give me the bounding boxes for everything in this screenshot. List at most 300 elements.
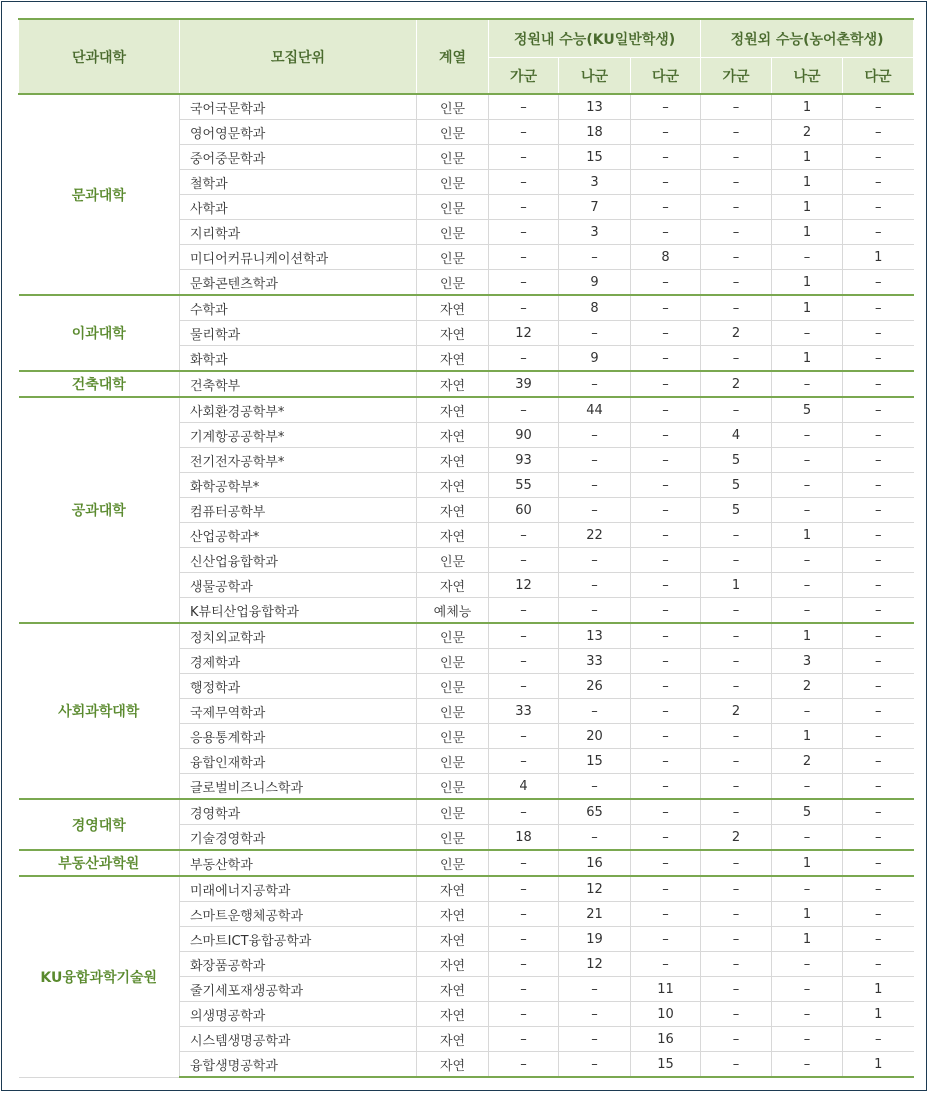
quota-cell: 1 [843, 977, 914, 1002]
quota-cell: – [559, 548, 631, 573]
track-cell: 예체능 [417, 598, 489, 624]
quota-cell: – [489, 952, 559, 977]
quota-cell: 4 [489, 774, 559, 800]
quota-cell: – [631, 473, 701, 498]
quota-cell: – [489, 295, 559, 321]
quota-cell: – [772, 952, 843, 977]
quota-cell: – [843, 850, 914, 876]
quota-cell: – [772, 1027, 843, 1052]
quota-cell: – [843, 548, 914, 573]
quota-cell: – [843, 195, 914, 220]
quota-cell: – [772, 448, 843, 473]
quota-cell: – [559, 598, 631, 624]
quota-cell: – [843, 397, 914, 423]
quota-cell: 5 [701, 473, 772, 498]
track-cell: 자연 [417, 573, 489, 598]
quota-cell: – [559, 825, 631, 851]
quota-cell: – [631, 195, 701, 220]
document-frame [1, 1, 927, 1091]
quota-cell: – [701, 548, 772, 573]
quota-cell: 1 [772, 623, 843, 649]
quota-cell: 19 [559, 927, 631, 952]
quota-cell: – [489, 94, 559, 120]
quota-cell: 33 [489, 699, 559, 724]
quota-cell: – [843, 270, 914, 296]
track-cell: 인문 [417, 724, 489, 749]
unit-name: 스마트운행체공학과 [180, 902, 417, 927]
track-cell: 자연 [417, 1052, 489, 1078]
subheader-na-ku: 나군 [559, 58, 631, 95]
unit-name: 의생명공학과 [180, 1002, 417, 1027]
quota-cell: 1 [772, 170, 843, 195]
quota-cell: 9 [559, 270, 631, 296]
quota-cell: – [843, 573, 914, 598]
quota-cell: – [843, 523, 914, 548]
quota-cell: 9 [559, 346, 631, 372]
quota-cell: – [701, 220, 772, 245]
quota-cell: – [489, 850, 559, 876]
quota-cell: – [701, 145, 772, 170]
quota-cell: 1 [772, 195, 843, 220]
quota-cell: – [772, 423, 843, 448]
subheader-da-ku: 다군 [631, 58, 701, 95]
quota-cell: – [631, 724, 701, 749]
quota-cell: – [701, 724, 772, 749]
quota-cell: – [631, 876, 701, 902]
track-cell: 자연 [417, 397, 489, 423]
quota-cell: – [701, 598, 772, 624]
quota-cell: 13 [559, 623, 631, 649]
quota-cell: 2 [772, 674, 843, 699]
table-row [19, 295, 914, 321]
unit-name: 스마트ICT융합공학과 [180, 927, 417, 952]
table-row [19, 397, 914, 423]
unit-name: 기계항공공학부* [180, 423, 417, 448]
quota-cell: 65 [559, 799, 631, 825]
unit-name: 융합인재학과 [180, 749, 417, 774]
quota-cell: – [701, 120, 772, 145]
quota-cell: 1 [772, 346, 843, 372]
unit-name: 전기전자공학부* [180, 448, 417, 473]
quota-cell: – [631, 371, 701, 397]
quota-cell: – [559, 1002, 631, 1027]
quota-cell: – [843, 825, 914, 851]
quota-cell: – [843, 321, 914, 346]
quota-cell: – [701, 749, 772, 774]
quota-cell: 15 [559, 145, 631, 170]
quota-cell: – [772, 774, 843, 800]
quota-cell: – [772, 548, 843, 573]
unit-name: 문화콘텐츠학과 [180, 270, 417, 296]
quota-cell: – [631, 825, 701, 851]
quota-cell: – [701, 774, 772, 800]
track-cell: 자연 [417, 498, 489, 523]
quota-cell: – [631, 145, 701, 170]
quota-cell: – [631, 523, 701, 548]
unit-name: 행정학과 [180, 674, 417, 699]
quota-cell: – [701, 1027, 772, 1052]
quota-cell: – [631, 850, 701, 876]
quota-cell: – [843, 799, 914, 825]
quota-cell: – [489, 523, 559, 548]
unit-name: 물리학과 [180, 321, 417, 346]
quota-cell: – [559, 977, 631, 1002]
quota-cell: 1 [772, 295, 843, 321]
table-row [19, 94, 914, 120]
quota-cell: – [843, 1027, 914, 1052]
quota-cell: – [559, 371, 631, 397]
unit-name: 사학과 [180, 195, 417, 220]
quota-cell: 12 [559, 952, 631, 977]
college-name: 이과대학 [19, 295, 180, 371]
quota-cell: 1 [772, 94, 843, 120]
unit-name: 줄기세포재생공학과 [180, 977, 417, 1002]
quota-cell: – [559, 1052, 631, 1078]
table-row [19, 799, 914, 825]
unit-name: 경제학과 [180, 649, 417, 674]
quota-cell: – [631, 220, 701, 245]
college-name: 문과대학 [19, 94, 180, 295]
quota-cell: – [843, 623, 914, 649]
quota-cell: 33 [559, 649, 631, 674]
quota-cell: – [701, 674, 772, 699]
quota-cell: – [701, 346, 772, 372]
track-cell: 자연 [417, 902, 489, 927]
subheader-ga-ku: 가군 [489, 58, 559, 95]
quota-cell: 5 [772, 397, 843, 423]
quota-cell: – [843, 724, 914, 749]
quota-cell: 18 [489, 825, 559, 851]
track-cell: 인문 [417, 699, 489, 724]
quota-cell: 12 [489, 573, 559, 598]
quota-cell: 1 [772, 902, 843, 927]
quota-cell: – [489, 195, 559, 220]
quota-cell: 2 [701, 371, 772, 397]
quota-cell: – [843, 170, 914, 195]
quota-cell: – [489, 145, 559, 170]
quota-cell: – [772, 598, 843, 624]
quota-cell: – [701, 295, 772, 321]
quota-cell: – [559, 473, 631, 498]
quota-cell: – [631, 321, 701, 346]
quota-cell: – [489, 1052, 559, 1078]
quota-cell: – [559, 1027, 631, 1052]
quota-cell: – [489, 649, 559, 674]
quota-cell: – [843, 498, 914, 523]
quota-cell: – [701, 270, 772, 296]
quota-cell: – [489, 724, 559, 749]
quota-cell: – [489, 397, 559, 423]
quota-cell: – [631, 448, 701, 473]
quota-cell: 2 [701, 321, 772, 346]
quota-cell: – [631, 674, 701, 699]
subheader-na-rural: 나군 [772, 58, 843, 95]
subheader-ga-rural: 가군 [701, 58, 772, 95]
quota-cell: – [631, 799, 701, 825]
track-cell: 인문 [417, 145, 489, 170]
quota-cell: 11 [631, 977, 701, 1002]
quota-cell: 13 [559, 94, 631, 120]
quota-cell: 2 [772, 120, 843, 145]
quota-cell: – [631, 397, 701, 423]
quota-cell: – [631, 749, 701, 774]
quota-cell: – [701, 927, 772, 952]
quota-cell: 3 [772, 649, 843, 674]
quota-cell: – [631, 170, 701, 195]
quota-cell: – [559, 699, 631, 724]
quota-cell: – [489, 927, 559, 952]
quota-cell: 1 [772, 145, 843, 170]
quota-cell: – [843, 94, 914, 120]
quota-cell: 26 [559, 674, 631, 699]
quota-cell: – [631, 295, 701, 321]
track-cell: 인문 [417, 774, 489, 800]
quota-cell: – [772, 1052, 843, 1078]
college-name: KU융합과학기술원 [19, 876, 180, 1077]
quota-cell: – [772, 977, 843, 1002]
quota-cell: – [631, 573, 701, 598]
quota-cell: – [489, 749, 559, 774]
quota-cell: – [631, 952, 701, 977]
quota-cell: – [631, 902, 701, 927]
track-cell: 자연 [417, 977, 489, 1002]
quota-cell: – [489, 170, 559, 195]
track-cell: 인문 [417, 170, 489, 195]
track-cell: 인문 [417, 94, 489, 120]
quota-cell: – [701, 1002, 772, 1027]
quota-cell: – [843, 346, 914, 372]
quota-cell: – [772, 498, 843, 523]
quota-cell: – [559, 423, 631, 448]
quota-cell: – [843, 448, 914, 473]
quota-cell: – [631, 270, 701, 296]
track-cell: 인문 [417, 825, 489, 851]
track-cell: 인문 [417, 649, 489, 674]
quota-cell: – [843, 649, 914, 674]
quota-cell: – [489, 346, 559, 372]
quota-cell: – [631, 598, 701, 624]
quota-cell: 16 [631, 1027, 701, 1052]
quota-cell: 1 [843, 1002, 914, 1027]
quota-cell: 1 [772, 523, 843, 548]
track-cell: 인문 [417, 623, 489, 649]
track-cell: 인문 [417, 245, 489, 270]
track-cell: 인문 [417, 850, 489, 876]
quota-cell: – [559, 498, 631, 523]
quota-cell: 1 [772, 220, 843, 245]
quota-cell: – [631, 346, 701, 372]
quota-cell: – [701, 1052, 772, 1078]
quota-cell: – [559, 448, 631, 473]
quota-cell: – [843, 952, 914, 977]
track-cell: 자연 [417, 876, 489, 902]
quota-cell: – [843, 876, 914, 902]
quota-cell: 5 [772, 799, 843, 825]
quota-cell: – [772, 371, 843, 397]
college-name: 경영대학 [19, 799, 180, 850]
admission-quota-table [18, 18, 914, 1078]
quota-cell: – [772, 321, 843, 346]
unit-name: 화학과 [180, 346, 417, 372]
quota-cell: – [843, 749, 914, 774]
unit-name: 글로벌비즈니스학과 [180, 774, 417, 800]
quota-cell: – [559, 774, 631, 800]
quota-cell: – [489, 902, 559, 927]
header-group-rural: 정원외 수능(농어촌학생) [701, 19, 914, 58]
unit-name: 지리학과 [180, 220, 417, 245]
quota-cell: – [843, 902, 914, 927]
quota-cell: 2 [701, 699, 772, 724]
quota-cell: – [489, 1002, 559, 1027]
unit-name: 시스템생명공학과 [180, 1027, 417, 1052]
quota-cell: 39 [489, 371, 559, 397]
quota-cell: – [701, 245, 772, 270]
table-row [19, 876, 914, 902]
unit-name: 건축학부 [180, 371, 417, 397]
quota-cell: – [701, 397, 772, 423]
quota-cell: 4 [701, 423, 772, 448]
quota-cell: 60 [489, 498, 559, 523]
quota-cell: 1 [701, 573, 772, 598]
quota-cell: 5 [701, 448, 772, 473]
unit-name: 부동산학과 [180, 850, 417, 876]
track-cell: 자연 [417, 952, 489, 977]
track-cell: 인문 [417, 195, 489, 220]
quota-cell: 18 [559, 120, 631, 145]
quota-cell: 55 [489, 473, 559, 498]
quota-cell: – [843, 473, 914, 498]
quota-cell: – [701, 876, 772, 902]
unit-name: 경영학과 [180, 799, 417, 825]
table-row [19, 850, 914, 876]
quota-cell: 1 [772, 927, 843, 952]
quota-cell: 3 [559, 220, 631, 245]
quota-cell: 22 [559, 523, 631, 548]
quota-cell: 5 [701, 498, 772, 523]
unit-name: 사회환경공학부* [180, 397, 417, 423]
unit-name: 기술경영학과 [180, 825, 417, 851]
subheader-da-rural: 다군 [843, 58, 914, 95]
unit-name: 응용통계학과 [180, 724, 417, 749]
unit-name: K뷰티산업융합학과 [180, 598, 417, 624]
college-name: 부동산과학원 [19, 850, 180, 876]
quota-cell: – [701, 977, 772, 1002]
quota-cell: – [489, 598, 559, 624]
unit-name: 영어영문학과 [180, 120, 417, 145]
track-cell: 인문 [417, 548, 489, 573]
quota-cell: – [489, 977, 559, 1002]
quota-cell: – [843, 295, 914, 321]
quota-cell: 1 [772, 270, 843, 296]
quota-cell: – [559, 573, 631, 598]
track-cell: 자연 [417, 371, 489, 397]
quota-cell: 7 [559, 195, 631, 220]
quota-cell: 1 [843, 245, 914, 270]
quota-cell: – [631, 927, 701, 952]
quota-cell: – [559, 321, 631, 346]
quota-cell: 15 [559, 749, 631, 774]
quota-cell: – [701, 523, 772, 548]
quota-cell: – [489, 220, 559, 245]
quota-cell: – [843, 220, 914, 245]
track-cell: 자연 [417, 346, 489, 372]
quota-cell: 1 [772, 724, 843, 749]
unit-name: 미래에너지공학과 [180, 876, 417, 902]
quota-cell: – [701, 623, 772, 649]
college-name: 공과대학 [19, 397, 180, 623]
quota-cell: – [631, 699, 701, 724]
table-row [19, 371, 914, 397]
quota-cell: – [772, 825, 843, 851]
quota-cell: 1 [772, 850, 843, 876]
quota-cell: – [701, 195, 772, 220]
quota-cell: 2 [772, 749, 843, 774]
quota-cell: 16 [559, 850, 631, 876]
unit-name: 국제무역학과 [180, 699, 417, 724]
quota-cell: – [701, 649, 772, 674]
track-cell: 자연 [417, 423, 489, 448]
track-cell: 자연 [417, 321, 489, 346]
track-cell: 인문 [417, 120, 489, 145]
track-cell: 인문 [417, 749, 489, 774]
quota-cell: – [489, 548, 559, 573]
header-group-ku: 정원내 수능(KU일반학생) [489, 19, 701, 58]
quota-cell: 10 [631, 1002, 701, 1027]
quota-cell: – [701, 902, 772, 927]
quota-cell: – [489, 270, 559, 296]
quota-cell: – [559, 245, 631, 270]
track-cell: 자연 [417, 295, 489, 321]
quota-cell: – [489, 1027, 559, 1052]
unit-name: 산업공학과* [180, 523, 417, 548]
quota-cell: – [631, 774, 701, 800]
unit-name: 신산업융합학과 [180, 548, 417, 573]
unit-name: 컴퓨터공학부 [180, 498, 417, 523]
quota-cell: – [631, 423, 701, 448]
quota-cell: – [843, 699, 914, 724]
unit-name: 수학과 [180, 295, 417, 321]
quota-cell: – [843, 774, 914, 800]
header-unit: 모집단위 [180, 19, 417, 94]
quota-cell: 15 [631, 1052, 701, 1078]
quota-cell: 12 [559, 876, 631, 902]
unit-name: 화학공학부* [180, 473, 417, 498]
quota-cell: – [701, 94, 772, 120]
quota-cell: – [489, 623, 559, 649]
table-row [19, 623, 914, 649]
quota-cell: 44 [559, 397, 631, 423]
quota-cell: – [843, 674, 914, 699]
track-cell: 자연 [417, 1027, 489, 1052]
quota-cell: – [701, 799, 772, 825]
quota-cell: – [772, 473, 843, 498]
quota-cell: 90 [489, 423, 559, 448]
quota-cell: – [843, 145, 914, 170]
quota-cell: – [772, 699, 843, 724]
quota-cell: 2 [701, 825, 772, 851]
quota-cell: – [843, 598, 914, 624]
quota-cell: – [489, 876, 559, 902]
quota-cell: – [489, 674, 559, 699]
unit-name: 생물공학과 [180, 573, 417, 598]
quota-cell: – [772, 245, 843, 270]
quota-cell: – [701, 952, 772, 977]
quota-cell: 20 [559, 724, 631, 749]
quota-cell: 12 [489, 321, 559, 346]
quota-cell: – [701, 170, 772, 195]
track-cell: 자연 [417, 473, 489, 498]
quota-cell: – [631, 94, 701, 120]
